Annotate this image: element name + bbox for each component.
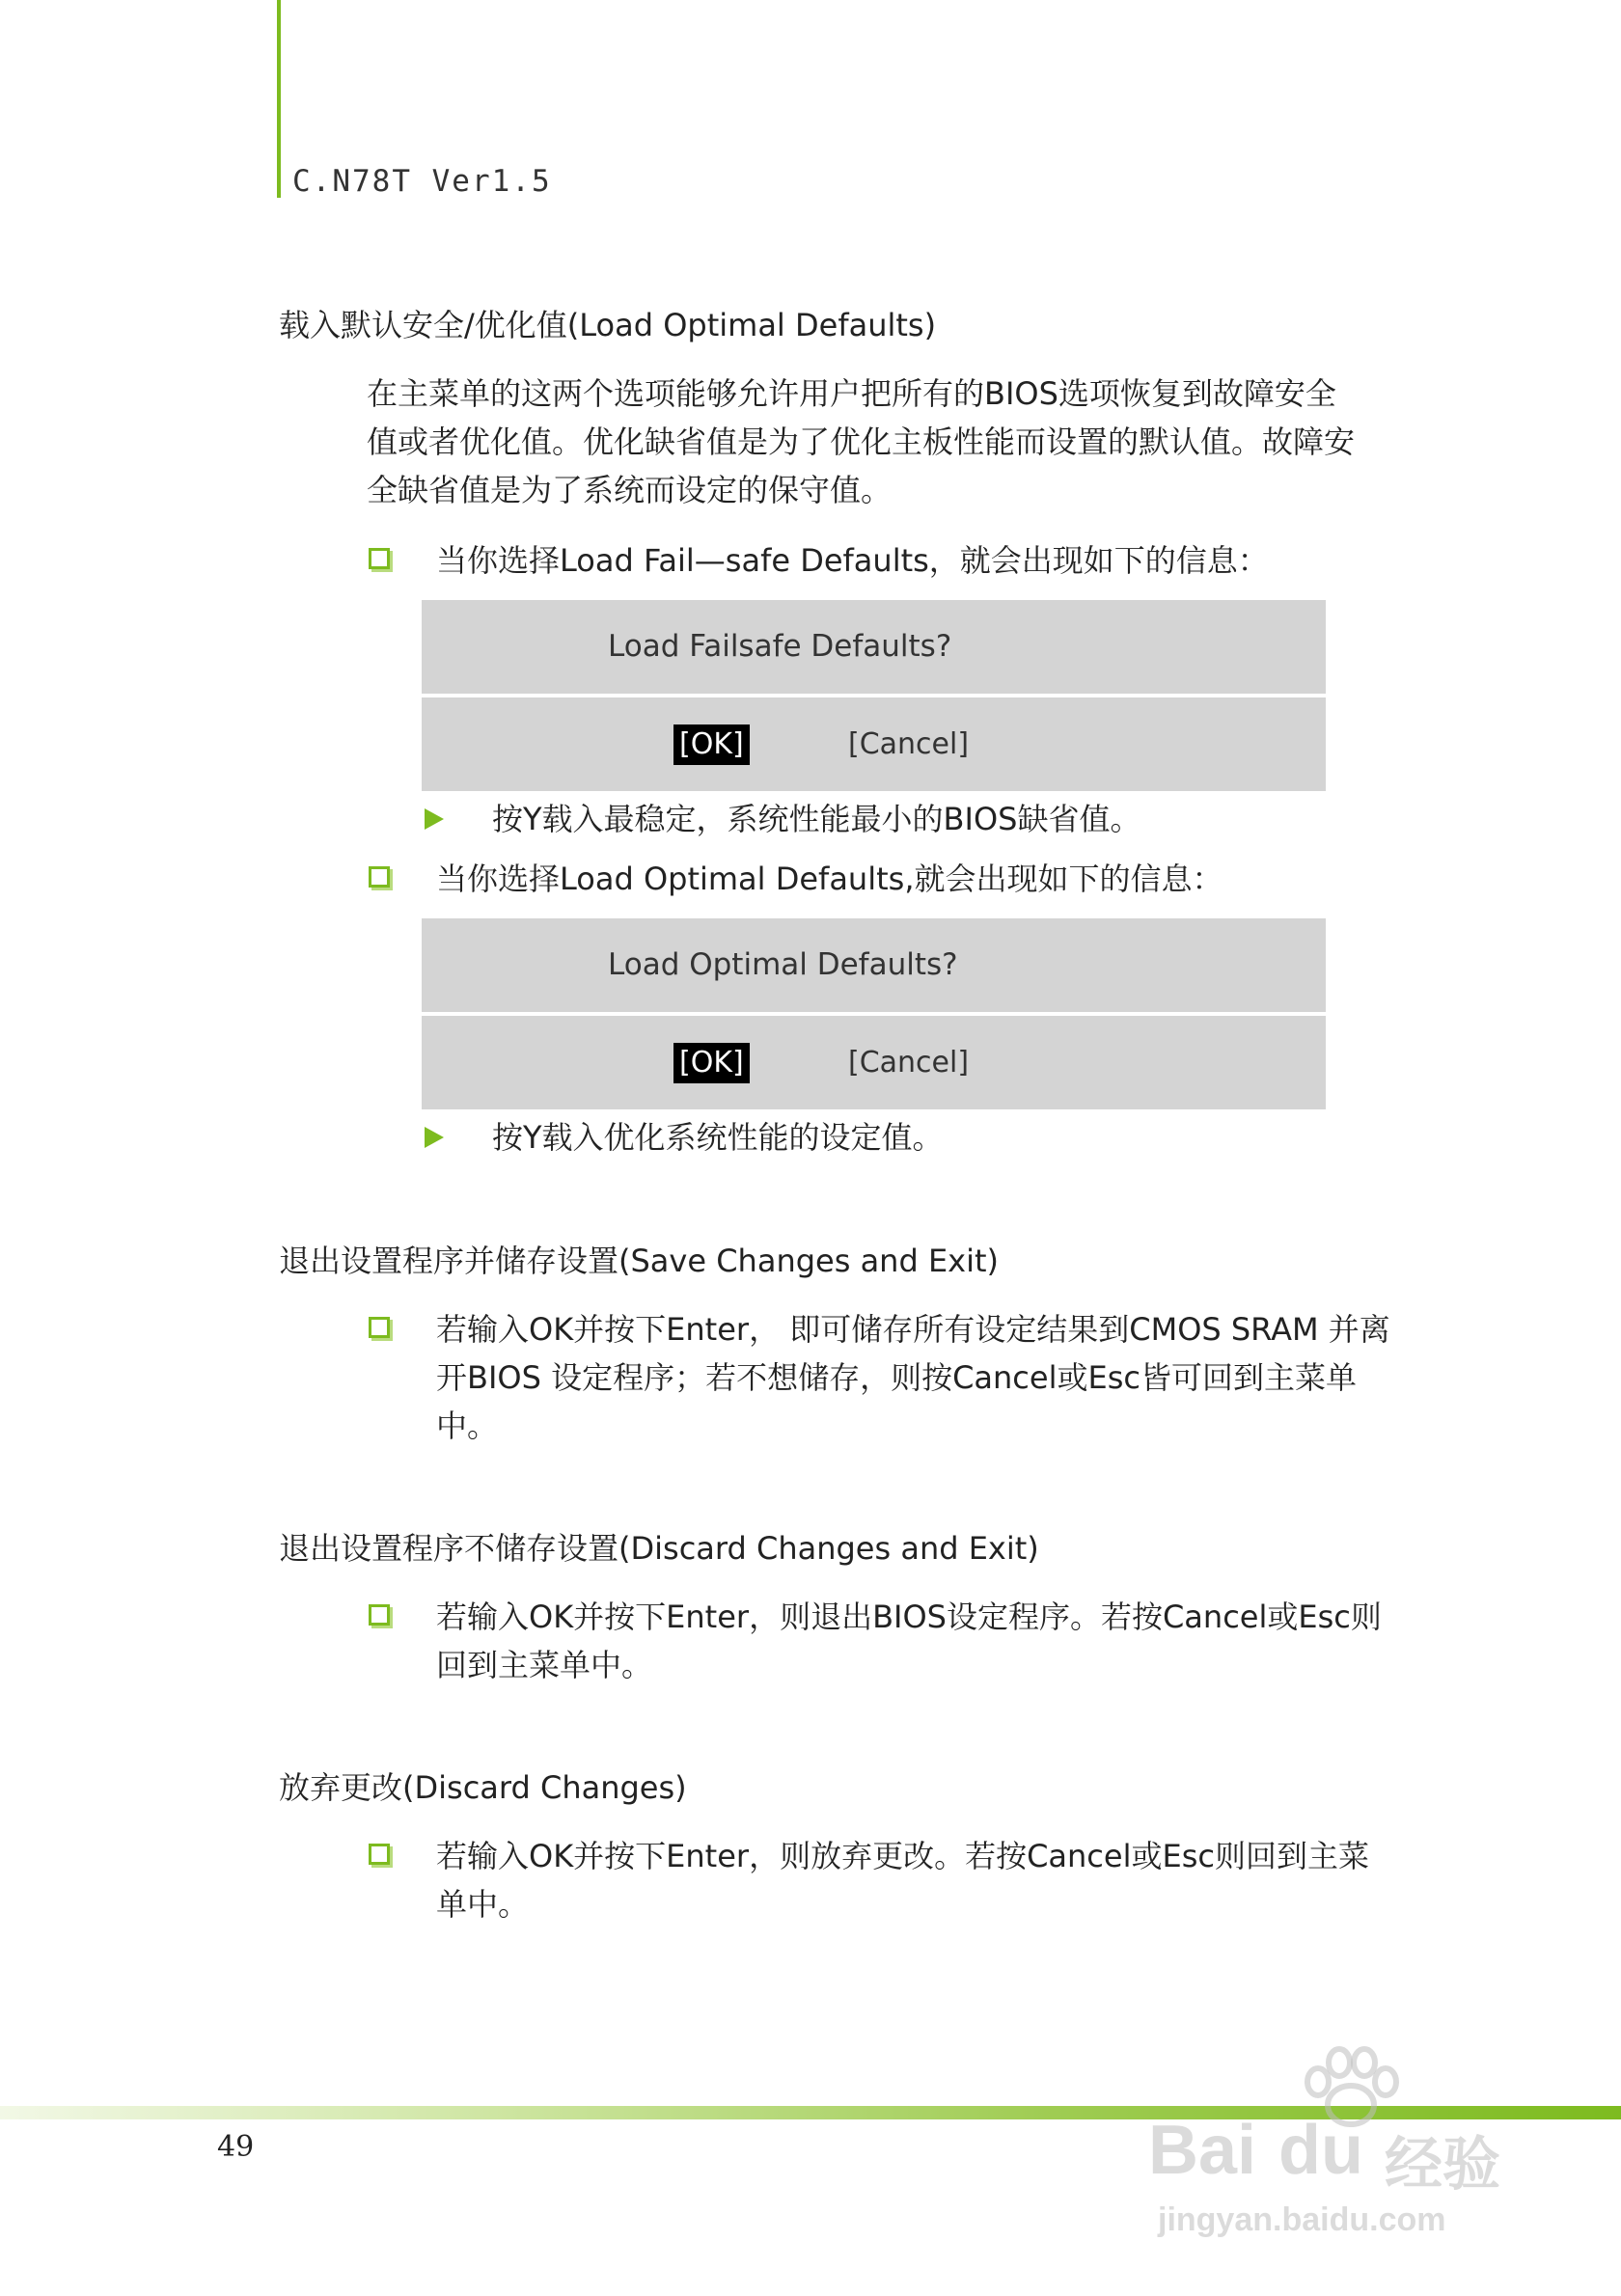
section-heading-save-exit: 退出设置程序并储存设置(Save Changes and Exit) bbox=[279, 1243, 1000, 1279]
failsafe-dialog-title: Load Failsafe Defaults? bbox=[608, 629, 952, 664]
optimal-dialog-title: Load Optimal Defaults? bbox=[608, 947, 958, 982]
failsafe-ok-button[interactable]: [OK] bbox=[673, 724, 750, 765]
checkbox-bullet-icon bbox=[369, 1604, 390, 1626]
section-heading-discard-exit: 退出设置程序不储存设置(Discard Changes and Exit) bbox=[279, 1530, 1039, 1567]
intro-line: 值或者优化值。优化缺省值是为了优化主板性能而设置的默认值。故障安 bbox=[367, 424, 1356, 460]
section-heading-load-defaults: 载入默认安全/优化值(Load Optimal Defaults) bbox=[279, 307, 937, 343]
baidu-jingyan-watermark bbox=[1148, 2045, 1534, 2248]
arrow-bullet-icon bbox=[425, 1127, 444, 1148]
discard-text bbox=[436, 1832, 1369, 1928]
discard-exit-line: 若输入OK并按下Enter，则退出BIOS设定程序。若按Cancel或Esc则 bbox=[436, 1599, 1382, 1635]
optimal-note: 按Y载入优化系统性能的设定值。 bbox=[492, 1119, 944, 1156]
failsafe-dialog-title-bar bbox=[422, 600, 1326, 694]
section-heading-discard: 放弃更改(Discard Changes) bbox=[279, 1769, 687, 1806]
intro-line: 在主菜单的这两个选项能够允许用户把所有的BIOS选项恢复到故障安全 bbox=[367, 375, 1336, 412]
checkbox-bullet-icon bbox=[369, 1844, 390, 1865]
intro-paragraph bbox=[367, 369, 1355, 514]
watermark-product: 经验 bbox=[1385, 2132, 1500, 2197]
arrow-bullet-icon bbox=[425, 808, 444, 830]
watermark-brand: Bai bbox=[1148, 2112, 1257, 2189]
watermark-brand-du: du bbox=[1278, 2112, 1363, 2189]
save-exit-text bbox=[436, 1305, 1390, 1450]
optimal-cancel-button[interactable]: [Cancel] bbox=[848, 1046, 970, 1080]
discard-exit-text bbox=[436, 1593, 1382, 1689]
save-exit-line: 开BIOS 设定程序；若不想储存，则按Cancel或Esc皆可回到主菜单 bbox=[436, 1359, 1357, 1396]
save-exit-line: 若输入OK并按下Enter， 即可储存所有设定结果到CMOS SRAM 并离 bbox=[436, 1311, 1390, 1348]
optimal-dialog-button-bar bbox=[422, 1016, 1326, 1109]
checkbox-bullet-icon bbox=[369, 866, 390, 888]
discard-line: 若输入OK并按下Enter，则放弃更改。若按Cancel或Esc则回到主菜 bbox=[436, 1838, 1369, 1874]
save-exit-line: 中。 bbox=[436, 1408, 499, 1444]
optimal-ok-button[interactable]: [OK] bbox=[673, 1043, 750, 1083]
discard-exit-line: 回到主菜单中。 bbox=[436, 1647, 653, 1683]
failsafe-dialog-button-bar bbox=[422, 697, 1326, 791]
discard-line: 单中。 bbox=[436, 1886, 530, 1923]
model-version: C.N78T Ver1.5 bbox=[292, 164, 552, 199]
failsafe-bullet-text: 当你选择Load Fail—safe Defaults，就会出现如下的信息： bbox=[436, 542, 1269, 579]
optimal-bullet-text: 当你选择Load Optimal Defaults,就会出现如下的信息： bbox=[436, 861, 1223, 897]
watermark-url: jingyan.baidu.com bbox=[1158, 2201, 1446, 2238]
header-accent-rule bbox=[277, 0, 281, 198]
checkbox-bullet-icon bbox=[369, 1317, 390, 1338]
failsafe-cancel-button[interactable]: [Cancel] bbox=[848, 727, 970, 761]
optimal-dialog-title-bar bbox=[422, 918, 1326, 1012]
page-number: 49 bbox=[217, 2130, 255, 2164]
checkbox-bullet-icon bbox=[369, 548, 390, 569]
intro-line: 全缺省值是为了系统而设定的保守值。 bbox=[367, 472, 893, 508]
failsafe-note: 按Y载入最稳定，系统性能最小的BIOS缺省值。 bbox=[492, 801, 1141, 837]
